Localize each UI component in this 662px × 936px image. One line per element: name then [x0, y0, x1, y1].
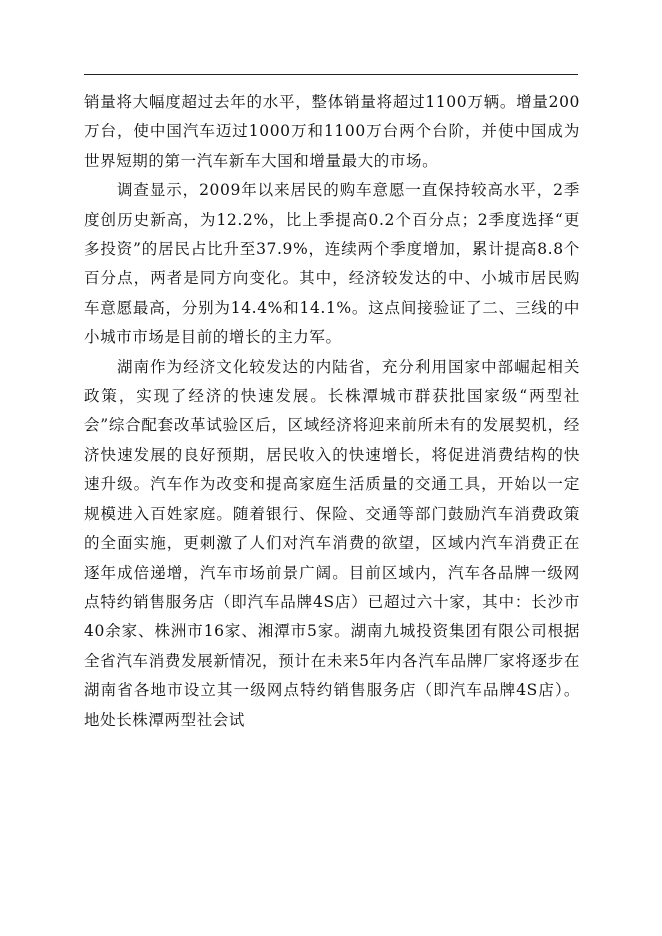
paragraph-survey: 调查显示，2009年以来居民的购车意愿一直保持较高水平，2季度创历史新高，为12.2%，比上季提高0.2个百分点；2季度选择“更多投资”的居民占比升至37.9%，连续两个季度增加，累计提高8.8个百分点，两者是同方向变化。其中，经济较发达的中、小城市居民购车意愿最高，分别为14.4%和14.1%。这点间接验证了二、三线的中小城市市场是目前的增长的主力军。: [84, 181, 580, 347]
paragraph-hunan: 湖南作为经济文化较发达的内陆省，充分利用国家中部崛起相关政策，实现了经济的快速发展。长株潭城市群获批国家级“两型社会”综合配套改革试验区后，区域经济将迎来前所未有的发展契机，经济快速发展的良好预期，居民收入的快速增长，将促进消费结构的快速升级。汽车作为改变和提高家庭生活质量的交通工具，开始以一定规模进入百姓家庭。随着银行、保险、交通等部门鼓励汽车消费政策的全面实施，更刺激了人们对汽车消费的欲望，区域内汽车消费正在逐年成倍递增，汽车市场前景广阔。目前区域内，汽车各品牌一级网点特约销售服务店（即汽车品牌4S店）已超过六十家，其中：长沙市40余家、株洲市16家、湘潭市5家。湖南九城投资集团有限公司根据全省汽车消费发展新情况，预计在未来5年内各汽车品牌厂家将逐步在湖南省各地市设立其一级网点特约销售服务店（即汽车品牌4S店）。地处长株潭两型社会试: [84, 357, 580, 729]
document-body: [84, 88, 580, 735]
header-rule: [84, 74, 578, 75]
paragraph-sales-volume: 销量将大幅度超过去年的水平，整体销量将超过1100万辆。增量200万台，使中国汽车迈过1000万和1100万台两个台阶，并使中国成为世界短期的第一汽车新车大国和增量最大的市场。: [84, 93, 580, 170]
